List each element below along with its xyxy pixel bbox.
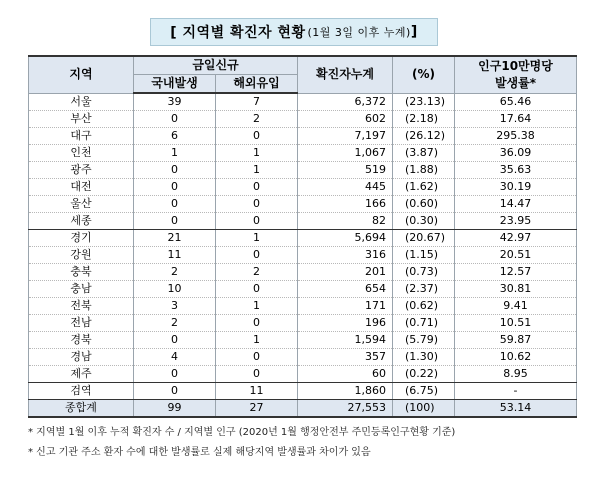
cell-imported: 1: [216, 145, 298, 162]
cell-rate: 17.64: [455, 111, 577, 128]
cell-cumulative: 171: [298, 298, 393, 315]
cell-imported: 1: [216, 162, 298, 179]
cell-cumulative: 201: [298, 264, 393, 281]
cell-imported: 0: [216, 349, 298, 366]
cell-rate: -: [455, 383, 577, 400]
title-subtitle: (1월 3일 이후 누계): [307, 26, 411, 39]
title-main: [ 지역별 확진자 현황: [170, 25, 306, 41]
title-close: ]: [410, 24, 418, 40]
cell-cumulative: 602: [298, 111, 393, 128]
cell-region: 광주: [29, 162, 134, 179]
cell-percent: (0.22): [393, 366, 455, 383]
regional-cases-table: [28, 55, 577, 418]
cell-imported: 2: [216, 111, 298, 128]
cell-cumulative: 357: [298, 349, 393, 366]
header-per100k-line2: 발생률*: [494, 75, 537, 90]
table-total-row: [29, 400, 577, 418]
cell-imported: 0: [216, 247, 298, 264]
cell-rate: 12.57: [455, 264, 577, 281]
total-cell-domestic: 99: [134, 400, 216, 418]
cell-percent: (1.88): [393, 162, 455, 179]
table-row: [29, 162, 577, 179]
footnote-2: * 신고 기관 주소 환자 수에 대한 발생률로 실제 해당지역 발생률과 차이가 있음: [28, 447, 371, 458]
table-body: [29, 93, 577, 417]
total-cell-imported: 27: [216, 400, 298, 418]
cell-domestic: 0: [134, 179, 216, 196]
cell-cumulative: 7,197: [298, 128, 393, 145]
cell-region: 경기: [29, 230, 134, 247]
cell-cumulative: 519: [298, 162, 393, 179]
footnote-1: * 지역별 1월 이후 누적 확진자 수 / 지역별 인구 (2020년 1월 행정안전부 주민등록인구현황 기준): [28, 427, 456, 438]
table-row: [29, 247, 577, 264]
cell-region: 전남: [29, 315, 134, 332]
cell-rate: 10.62: [455, 349, 577, 366]
total-cell-percent: (100): [393, 400, 455, 418]
table-row: [29, 298, 577, 315]
cell-region: 인천: [29, 145, 134, 162]
cell-domestic: 0: [134, 332, 216, 349]
table-row: [29, 93, 577, 111]
table-row: [29, 196, 577, 213]
cell-region: 대전: [29, 179, 134, 196]
cell-rate: 42.97: [455, 230, 577, 247]
cell-cumulative: 196: [298, 315, 393, 332]
cell-rate: 295.38: [455, 128, 577, 145]
table-row: [29, 349, 577, 366]
cell-rate: 30.19: [455, 179, 577, 196]
cell-rate: 30.81: [455, 281, 577, 298]
cell-rate: 59.87: [455, 332, 577, 349]
cell-domestic: 3: [134, 298, 216, 315]
cell-percent: (0.60): [393, 196, 455, 213]
cell-imported: 0: [216, 196, 298, 213]
cell-domestic: 4: [134, 349, 216, 366]
cell-region: 세종: [29, 213, 134, 230]
cell-cumulative: 60: [298, 366, 393, 383]
cell-rate: 23.95: [455, 213, 577, 230]
header-region: 지역: [29, 56, 134, 93]
cell-imported: 2: [216, 264, 298, 281]
cell-percent: (23.13): [393, 93, 455, 111]
cell-domestic: 0: [134, 383, 216, 400]
cell-region: 검역: [29, 383, 134, 400]
cell-region: 충남: [29, 281, 134, 298]
cell-rate: 36.09: [455, 145, 577, 162]
cell-cumulative: 316: [298, 247, 393, 264]
table-row: [29, 213, 577, 230]
cell-cumulative: 82: [298, 213, 393, 230]
cell-imported: 11: [216, 383, 298, 400]
cell-percent: (0.62): [393, 298, 455, 315]
table-row: [29, 366, 577, 383]
cell-cumulative: 1,067: [298, 145, 393, 162]
cell-imported: 0: [216, 213, 298, 230]
cell-percent: (2.18): [393, 111, 455, 128]
cell-region: 경남: [29, 349, 134, 366]
cell-region: 서울: [29, 93, 134, 111]
cell-domestic: 0: [134, 213, 216, 230]
table-row: [29, 111, 577, 128]
total-cell-cumulative: 27,553: [298, 400, 393, 418]
cell-region: 대구: [29, 128, 134, 145]
cell-imported: 0: [216, 315, 298, 332]
cell-imported: 1: [216, 298, 298, 315]
cell-percent: (6.75): [393, 383, 455, 400]
cell-rate: 35.63: [455, 162, 577, 179]
cell-domestic: 0: [134, 196, 216, 213]
cell-domestic: 0: [134, 366, 216, 383]
cell-percent: (3.87): [393, 145, 455, 162]
cell-domestic: 21: [134, 230, 216, 247]
cell-region: 경북: [29, 332, 134, 349]
header-per100k: [455, 56, 577, 93]
table-row: [29, 145, 577, 162]
header-percent: (%): [393, 56, 455, 93]
header-per100k-line1: 인구10만명당: [478, 58, 553, 73]
table-row: [29, 332, 577, 349]
cell-imported: 0: [216, 179, 298, 196]
cell-region: 전북: [29, 298, 134, 315]
cell-percent: (5.79): [393, 332, 455, 349]
table-row: [29, 383, 577, 400]
cell-percent: (26.12): [393, 128, 455, 145]
table-row: [29, 230, 577, 247]
header-new-cases: 금일신규: [134, 56, 298, 75]
cell-percent: (20.67): [393, 230, 455, 247]
cell-domestic: 0: [134, 111, 216, 128]
cell-region: 강원: [29, 247, 134, 264]
cell-percent: (1.62): [393, 179, 455, 196]
cell-rate: 65.46: [455, 93, 577, 111]
cell-rate: 8.95: [455, 366, 577, 383]
header-cumulative: 확진자누계: [298, 56, 393, 93]
cell-cumulative: 5,694: [298, 230, 393, 247]
cell-cumulative: 1,594: [298, 332, 393, 349]
cell-region: 부산: [29, 111, 134, 128]
cell-percent: (1.15): [393, 247, 455, 264]
cell-region: 울산: [29, 196, 134, 213]
total-cell-region: 종합계: [29, 400, 134, 418]
cell-percent: (0.30): [393, 213, 455, 230]
table-row: [29, 281, 577, 298]
cell-domestic: 39: [134, 93, 216, 111]
cell-domestic: 2: [134, 264, 216, 281]
cell-percent: (1.30): [393, 349, 455, 366]
cell-region: 충북: [29, 264, 134, 281]
cell-cumulative: 654: [298, 281, 393, 298]
cell-imported: 1: [216, 230, 298, 247]
header-imported: 해외유입: [216, 75, 298, 94]
cell-cumulative: 6,372: [298, 93, 393, 111]
total-cell-rate: 53.14: [455, 400, 577, 418]
cell-cumulative: 1,860: [298, 383, 393, 400]
cell-rate: 10.51: [455, 315, 577, 332]
cell-cumulative: 445: [298, 179, 393, 196]
cell-cumulative: 166: [298, 196, 393, 213]
header-domestic: 국내발생: [134, 75, 216, 94]
cell-rate: 14.47: [455, 196, 577, 213]
table-row: [29, 264, 577, 281]
cell-domestic: 6: [134, 128, 216, 145]
cell-percent: (0.73): [393, 264, 455, 281]
cell-domestic: 0: [134, 162, 216, 179]
table-row: [29, 128, 577, 145]
cell-percent: (0.71): [393, 315, 455, 332]
cell-rate: 9.41: [455, 298, 577, 315]
cell-domestic: 10: [134, 281, 216, 298]
cell-domestic: 1: [134, 145, 216, 162]
cell-rate: 20.51: [455, 247, 577, 264]
table-row: [29, 315, 577, 332]
cell-region: 제주: [29, 366, 134, 383]
cell-percent: (2.37): [393, 281, 455, 298]
cell-imported: 7: [216, 93, 298, 111]
table-row: [29, 179, 577, 196]
cell-domestic: 11: [134, 247, 216, 264]
cell-imported: 1: [216, 332, 298, 349]
table-title: [150, 18, 438, 46]
cell-imported: 0: [216, 128, 298, 145]
cell-domestic: 2: [134, 315, 216, 332]
cell-imported: 0: [216, 281, 298, 298]
cell-imported: 0: [216, 366, 298, 383]
